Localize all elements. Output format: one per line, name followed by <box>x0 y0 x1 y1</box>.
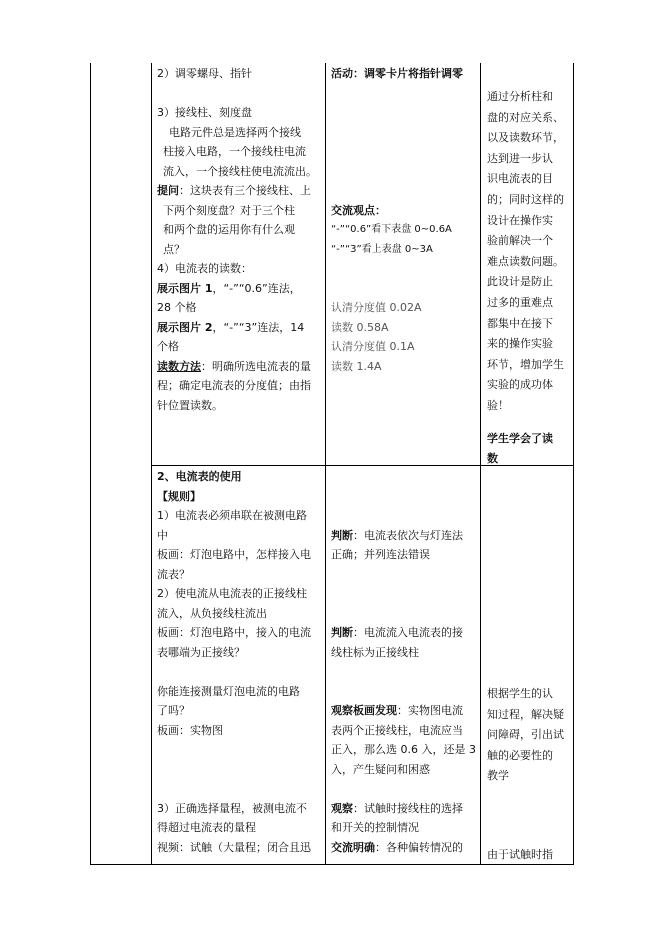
text-line: 板画：灯泡电路中，接入的电流 <box>157 626 311 639</box>
text-line: 板画：实物图 <box>157 723 223 737</box>
text-line: 入，产生疑问和困惑 <box>331 762 430 776</box>
text-line <box>331 799 479 819</box>
table-border-left <box>90 63 91 865</box>
text-line: 来的操作实验 <box>487 337 553 351</box>
text-line: 触的必要性的 <box>487 748 553 762</box>
column-divider-1 <box>151 63 152 865</box>
text-line: 的；同时这样的 <box>487 192 564 206</box>
text-line: 和两个盘的运用你有什么观 <box>163 223 295 236</box>
text-line: 识电流表的目 <box>487 172 553 186</box>
text-line <box>157 318 323 338</box>
text-line: 你能连接测量灯泡电流的电路 <box>157 684 300 698</box>
observe-label: 观察 <box>331 801 353 815</box>
text-span: ，“-”“3”连法，14 <box>212 320 305 334</box>
text-line: 视频：试触（大量程；闭合且迅 <box>157 840 311 854</box>
text-line: 程；确定电流表的分度值；由指 <box>157 379 311 392</box>
text-line: 读数 1.4A <box>331 359 382 373</box>
text-line: 验！ <box>487 398 509 412</box>
text-span: ：明确所选电流表的量 <box>201 359 311 373</box>
text-line: 此设计是防止 <box>487 275 553 289</box>
show-image-label: 展示图片 2 <box>157 320 213 334</box>
text-line: 28 个格 <box>157 301 197 314</box>
show-image-label: 展示图片 1 <box>157 281 213 295</box>
text-line: 过多的重难点 <box>487 295 553 309</box>
text-line: 柱接入电路，一个接线柱电流 <box>163 145 306 158</box>
text-line: 针位置读数。 <box>157 398 223 412</box>
text-line <box>331 623 479 643</box>
text-line: 板画：灯泡电路中，怎样接入电 <box>157 548 311 561</box>
text-line: 电路元件总是选择两个接线 <box>169 125 301 139</box>
observe-board-label: 观察板画发现 <box>331 704 397 717</box>
text-span: ：电流表依次与灯连法 <box>353 528 463 542</box>
text-line: 实验的成功体 <box>487 378 553 392</box>
text-line <box>331 838 479 858</box>
row2-content-cell <box>157 467 323 857</box>
text-span: ：电流流入电流表的接 <box>353 626 463 639</box>
text-line: 读数 0.58A <box>331 320 389 334</box>
reading-method-label: 读数方法 <box>157 359 201 373</box>
row1-activity-cell <box>331 64 479 376</box>
column-divider-2 <box>325 63 326 865</box>
text-line: 知过程，解决疑 <box>487 707 564 721</box>
text-line <box>157 181 323 201</box>
text-line: 中 <box>157 528 168 542</box>
text-line <box>331 526 479 546</box>
text-line <box>157 357 323 377</box>
text-span: ：实物图电流 <box>397 704 463 717</box>
text-line: 点？ <box>163 242 185 256</box>
text-line: 2）调零螺母、指针 <box>157 67 252 80</box>
text-line: 表两个正接线柱，电流应当 <box>331 723 463 737</box>
text-line: 正确；并列连法错误 <box>331 548 430 561</box>
text-line: 数 <box>487 452 498 466</box>
text-line: “-”“3”看上表盘 0~3A <box>331 243 433 255</box>
text-line: 2）使电流从电流表的正接线柱 <box>157 587 307 600</box>
text-line: 难点读数问题。 <box>487 254 564 268</box>
text-line: 了吗？ <box>157 704 190 717</box>
text-line <box>157 279 323 299</box>
column-divider-3 <box>480 63 481 865</box>
text-line: 流入，从负接线柱流出 <box>157 606 267 620</box>
text-line: 表哪端为正接线？ <box>157 645 245 659</box>
table-border-right <box>573 63 574 865</box>
text-line: 以及读数环节， <box>487 131 564 145</box>
row2-intent-cell <box>487 684 572 787</box>
text-line: 得超过电流表的量程 <box>157 821 256 834</box>
text-line: 线柱标为正接线柱 <box>331 645 419 659</box>
text-line: 和开关的控制情况 <box>331 821 419 834</box>
text-line: 通过分析柱和 <box>487 90 553 103</box>
text-line: 验前解决一个 <box>487 234 553 248</box>
text-line: 3）正确选择量程，被测电流不 <box>157 801 307 815</box>
activity-heading: 活动：调零卡片将指针调零 <box>331 67 463 80</box>
text-span: ：试触时接线柱的选择 <box>353 801 463 815</box>
text-span: ，“-”“0.6”连法， <box>212 281 301 295</box>
section-heading: 2、电流表的使用 <box>157 470 242 483</box>
text-line: 4）电流表的读数： <box>157 262 252 275</box>
text-line: 由于试触时指 <box>487 848 553 861</box>
text-line: 达到进一步认 <box>487 151 553 165</box>
exchange-label: 交流明确 <box>331 840 375 854</box>
text-line: 下两个刻度盘？对于三个柱 <box>163 203 295 217</box>
text-line: 3）接线柱、刻度盘 <box>157 106 252 119</box>
text-line: 1）电流表必须串联在被测电路 <box>157 509 307 522</box>
rules-heading: 【规则】 <box>157 489 201 503</box>
exchange-views-heading: 交流观点： <box>331 203 386 217</box>
row1-content-cell <box>157 64 323 415</box>
text-span: ：各种偏转情况的 <box>375 840 463 854</box>
text-line: 根据学生的认 <box>487 687 553 700</box>
text-span: ：这块表有三个接线柱、上 <box>179 184 311 197</box>
text-line: 学生学会了读 <box>487 431 553 445</box>
text-line: 认清分度值 0.1A <box>331 340 415 353</box>
text-line: 个格 <box>157 340 179 353</box>
text-line: 认清分度值 0.02A <box>331 301 422 314</box>
text-line: “-”“0.6”看下表盘 0~0.6A <box>331 224 452 235</box>
text-line: 流表？ <box>157 567 190 581</box>
text-line: 环节，增加学生 <box>487 357 564 371</box>
text-line: 正入，那么选 0.6 入，还是 3 <box>331 743 476 756</box>
question-label: 提问 <box>157 184 179 197</box>
judge-label: 判断 <box>331 626 353 639</box>
text-line: 流入，一个接线柱使电流流出。 <box>163 164 317 178</box>
text-line: 盘的对应关系、 <box>487 110 564 124</box>
text-line: 都集中在接下 <box>487 316 553 330</box>
text-line <box>331 701 479 721</box>
text-line: 教学 <box>487 769 509 783</box>
text-line: 设计在操作实 <box>487 213 553 227</box>
row2-intent-cell-bottom <box>487 845 572 865</box>
row1-intent-cell <box>487 87 572 470</box>
judge-label: 判断 <box>331 528 353 542</box>
row2-activity-cell <box>331 467 479 857</box>
text-line: 问障碍，引出试 <box>487 728 564 742</box>
